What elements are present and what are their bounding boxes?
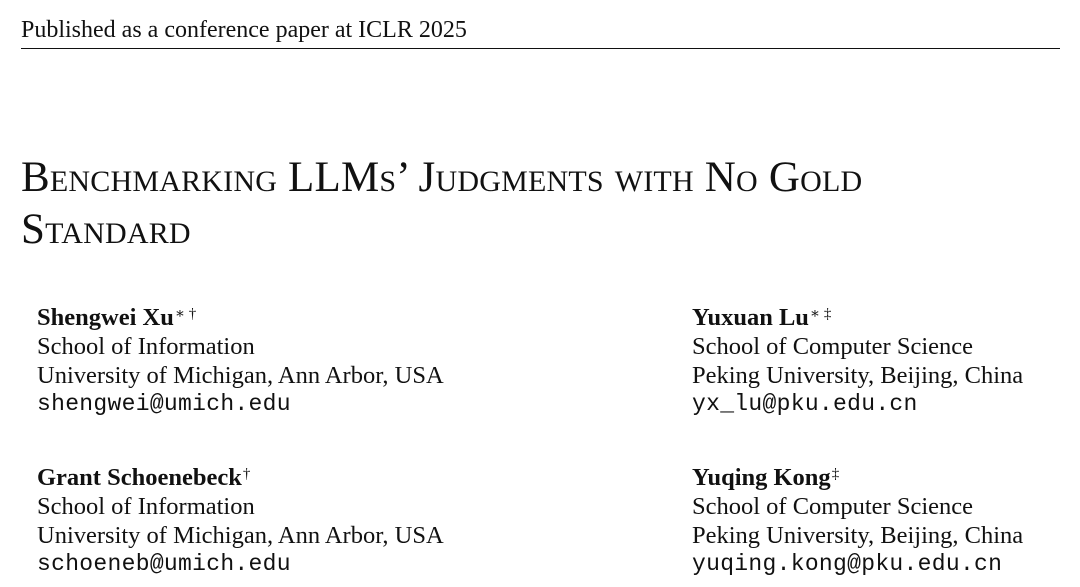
- author-institution: University of Michigan, Ann Arbor, USA: [37, 522, 444, 549]
- author-email[interactable]: schoeneb@umich.edu: [37, 551, 291, 577]
- author-institution: Peking University, Beijing, China: [692, 362, 1024, 389]
- author-name-text: Yuqing Kong: [692, 464, 831, 491]
- author-block-3: [37, 463, 444, 579]
- author-block-4: [692, 463, 1023, 579]
- paper-title-line-1: Benchmarking LLMs’ Judgments with No Gold: [21, 154, 863, 201]
- author-block-1: [37, 303, 444, 419]
- author-name-text: Yuxuan Lu: [692, 304, 809, 331]
- author-email[interactable]: yuqing.kong@pku.edu.cn: [692, 551, 1003, 577]
- author-institution: University of Michigan, Ann Arbor, USA: [37, 362, 444, 389]
- running-header: [21, 16, 1060, 49]
- paper-title: [21, 152, 1071, 256]
- author-department: School of Information: [37, 493, 255, 520]
- paper-title-line-2: Standard: [21, 206, 191, 253]
- author-name: [692, 304, 831, 331]
- author-institution: Peking University, Beijing, China: [692, 522, 1024, 549]
- running-header-text: Published as a conference paper at ICLR 2025: [21, 17, 467, 43]
- author-name-text: Grant Schoenebeck: [37, 464, 242, 491]
- author-department: School of Computer Science: [692, 493, 974, 520]
- author-name: [692, 464, 839, 491]
- author-footnote-marks: ∗ †: [174, 306, 197, 322]
- author-email[interactable]: shengwei@umich.edu: [37, 391, 291, 417]
- author-footnote-marks: †: [242, 466, 251, 482]
- author-footnote-marks: ∗ ‡: [809, 306, 832, 322]
- author-block-2: [692, 303, 1023, 419]
- author-name: [37, 304, 196, 331]
- author-footnote-marks: ‡: [831, 466, 840, 482]
- author-name-text: Shengwei Xu: [37, 304, 174, 331]
- author-department: School of Computer Science: [692, 333, 974, 360]
- author-email[interactable]: yx_lu@pku.edu.cn: [692, 391, 918, 417]
- author-department: School of Information: [37, 333, 255, 360]
- author-name: [37, 464, 250, 491]
